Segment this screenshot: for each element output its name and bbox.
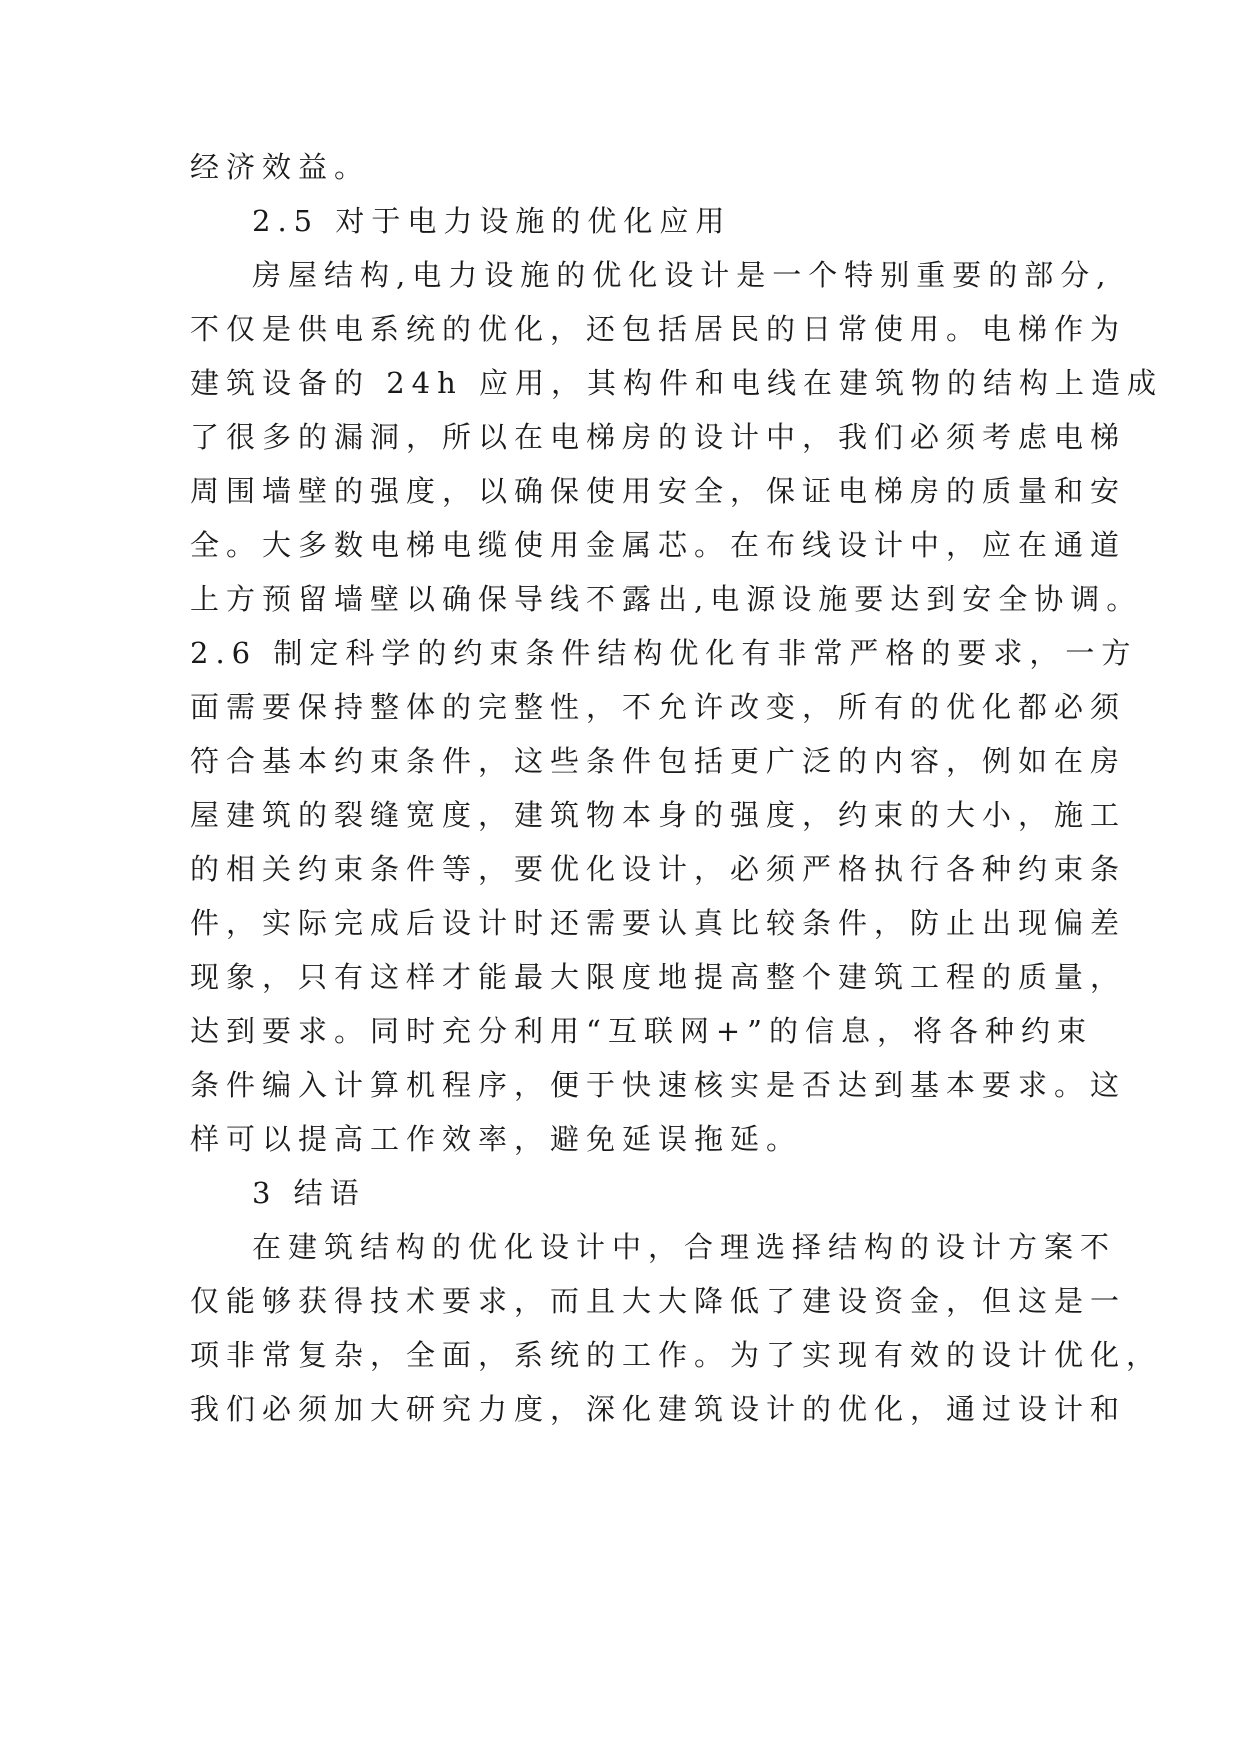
text-line: 周围墙壁的强度，以确保使用安全，保证电梯房的质量和安 bbox=[190, 474, 1127, 508]
text-line: 样可以提高工作效率，避免延误拖延。 bbox=[190, 1122, 803, 1156]
text-line: 2.6 制定科学的约束条件结构优化有非常严格的要求，一方 bbox=[190, 636, 1138, 670]
text-line: 上方预留墙壁以确保导线不露出,电源设施要达到安全协调。 bbox=[190, 582, 1143, 616]
text-line: 房屋结构,电力设施的优化设计是一个特别重要的部分, bbox=[252, 258, 1113, 292]
text-line: 不仅是供电系统的优化，还包括居民的日常使用。电梯作为 bbox=[190, 312, 1127, 346]
text-line: 屋建筑的裂缝宽度，建筑物本身的强度，约束的大小，施工 bbox=[190, 798, 1127, 832]
section-heading: 2.5 对于电力设施的优化应用 bbox=[252, 204, 732, 238]
text-line: 了很多的漏洞，所以在电梯房的设计中，我们必须考虑电梯 bbox=[190, 420, 1127, 454]
text-line: 面需要保持整体的完整性，不允许改变，所有的优化都必须 bbox=[190, 690, 1127, 724]
text-line: 在建筑结构的优化设计中，合理选择结构的设计方案不 bbox=[252, 1230, 1117, 1264]
text-line: 符合基本约束条件，这些条件包括更广泛的内容，例如在房 bbox=[190, 744, 1127, 778]
text-line: 仅能够获得技术要求，而且大大降低了建设资金，但这是一 bbox=[190, 1284, 1127, 1318]
text-line: 我们必须加大研究力度，深化建筑设计的优化，通过设计和 bbox=[190, 1392, 1127, 1426]
section-heading: 3 结语 bbox=[252, 1176, 366, 1210]
text-line: 条件编入计算机程序，便于快速核实是否达到基本要求。这 bbox=[190, 1068, 1127, 1102]
text-line: 件，实际完成后设计时还需要认真比较条件，防止出现偏差 bbox=[190, 906, 1127, 940]
text-line: 的相关约束条件等，要优化设计，必须严格执行各种约束条 bbox=[190, 852, 1127, 886]
text-line: 经济效益。 bbox=[190, 150, 371, 184]
text-line: 建筑设备的 24h 应用，其构件和电线在建筑物的结构上造成 bbox=[190, 366, 1164, 400]
text-line: 现象，只有这样才能最大限度地提高整个建筑工程的质量， bbox=[190, 960, 1127, 994]
text-line: 达到要求。同时充分利用“互联网+”的信息，将各种约束 bbox=[190, 1014, 1093, 1048]
text-line: 项非常复杂，全面，系统的工作。为了实现有效的设计优化， bbox=[190, 1338, 1163, 1372]
text-line: 全。大多数电梯电缆使用金属芯。在布线设计中，应在通道 bbox=[190, 528, 1127, 562]
